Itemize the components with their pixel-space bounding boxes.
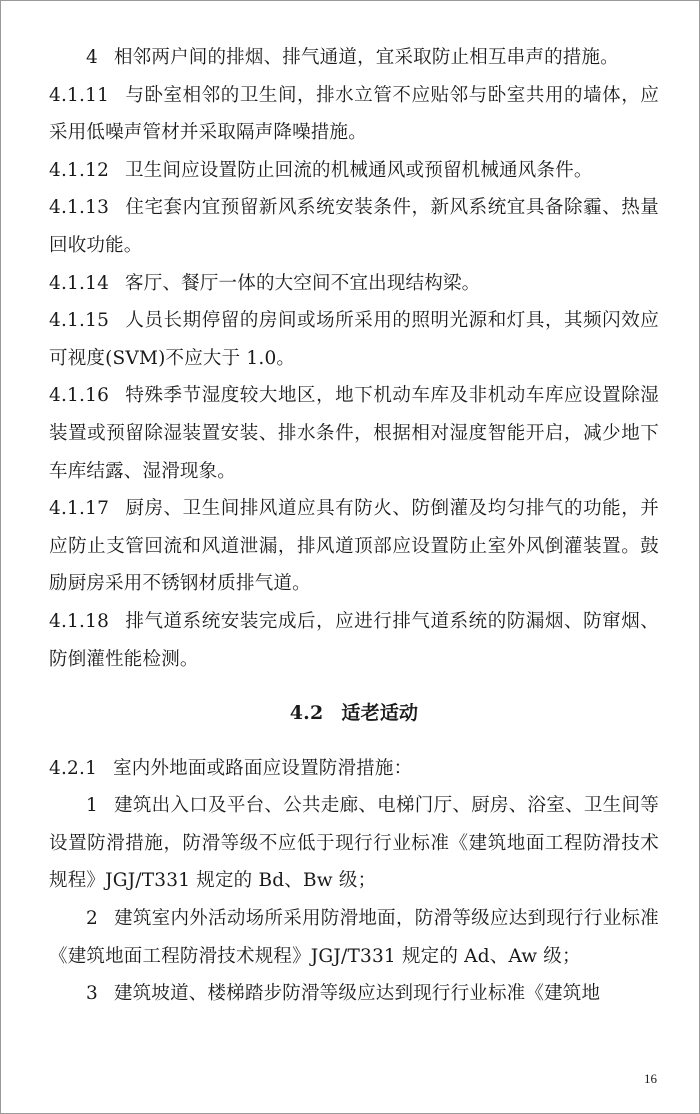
document-body [49, 39, 659, 1013]
clause-number: 3 [86, 983, 98, 1005]
clause-4-1-15 [49, 302, 659, 377]
clause-text: 建筑室内外活动场所采用防滑地面，防滑等级应达到现行行业标准《建筑地面工程防滑技术规程》JGJ/T331 规定的 Ad、Aw 级； [49, 908, 659, 967]
clause-number: 2 [86, 908, 98, 930]
clause-text: 人员长期停留的房间或场所采用的照明光源和灯具，其频闪效应可视度(SVM)不应大于 1.0。 [49, 310, 659, 369]
clause-text: 排气道系统安装完成后，应进行排气道系统的防漏烟、防窜烟、防倒灌性能检测。 [49, 610, 659, 670]
section-title: 适老适动 [341, 702, 419, 725]
clause-number: 4.1.13 [49, 197, 110, 219]
clause-4-2-1-item-3 [49, 975, 659, 1013]
section-number: 4.2 [289, 702, 324, 725]
page-number: 16 [644, 1071, 657, 1086]
clause-number: 4.1.18 [49, 610, 110, 632]
clause-number: 4.1.17 [49, 498, 110, 520]
clause-number: 4.1.14 [49, 272, 110, 294]
clause-4-2-1-item-1 [49, 787, 659, 900]
clause-number: 4.1.11 [49, 84, 110, 106]
clause-4-1-17 [49, 490, 659, 603]
section-heading [49, 695, 659, 733]
clause-4-1-10-item-4 [49, 39, 659, 77]
clause-number: 4.1.15 [49, 310, 110, 332]
clause-text: 厨房、卫生间排风道应具有防火、防倒灌及均匀排气的功能，并应防止支管回流和风道泄漏，排风道顶部应设置防止室外风倒灌装置。鼓励厨房采用不锈钢材质排气道。 [49, 498, 659, 595]
clause-text: 建筑坡道、楼梯踏步防滑等级应达到现行行业标准《建筑地 [113, 983, 601, 1005]
clause-number: 4.1.12 [49, 159, 110, 181]
clause-number: 4.2.1 [49, 757, 98, 779]
clause-text: 室内外地面或路面应设置防滑措施： [113, 757, 413, 779]
clause-number: 4 [86, 47, 98, 68]
clause-text: 客厅、餐厅一体的大空间不宜出现结构梁。 [125, 272, 481, 294]
clause-4-2-1 [49, 750, 659, 788]
clause-4-1-16 [49, 377, 659, 490]
clause-4-1-18 [49, 603, 659, 678]
clause-4-1-11 [49, 77, 659, 152]
clause-number: 1 [86, 795, 98, 817]
clause-4-2-1-item-2 [49, 900, 659, 975]
clause-4-1-14 [49, 265, 659, 303]
clause-text: 特殊季节湿度较大地区，地下机动车库及非机动车库应设置除湿装置或预留除湿装置安装、排水条件，根据相对湿度智能开启，减少地下车库结露、湿滑现象。 [49, 385, 659, 482]
clause-text: 住宅套内宜预留新风系统安装条件，新风系统宜具备除霾、热量回收功能。 [49, 197, 659, 256]
clause-text: 相邻两户间的排烟、排气通道，宜采取防止相互串声的措施。 [113, 47, 619, 68]
clause-text: 建筑出入口及平台、公共走廊、电梯门厅、厨房、浴室、卫生间等设置防滑措施，防滑等级不应低于现行行业标准《建筑地面工程防滑技术规程》JGJ/T331 规定的 Bd、Bw 级； [49, 795, 659, 892]
clause-4-1-13 [49, 189, 659, 264]
clause-text: 与卧室相邻的卫生间，排水立管不应贴邻与卧室共用的墙体，应采用低噪声管材并采取隔声降噪措施。 [49, 84, 659, 144]
clause-text: 卫生间应设置防止回流的机械通风或预留机械通风条件。 [125, 159, 593, 181]
clause-number: 4.1.16 [49, 385, 110, 407]
clause-4-1-12 [49, 152, 659, 190]
